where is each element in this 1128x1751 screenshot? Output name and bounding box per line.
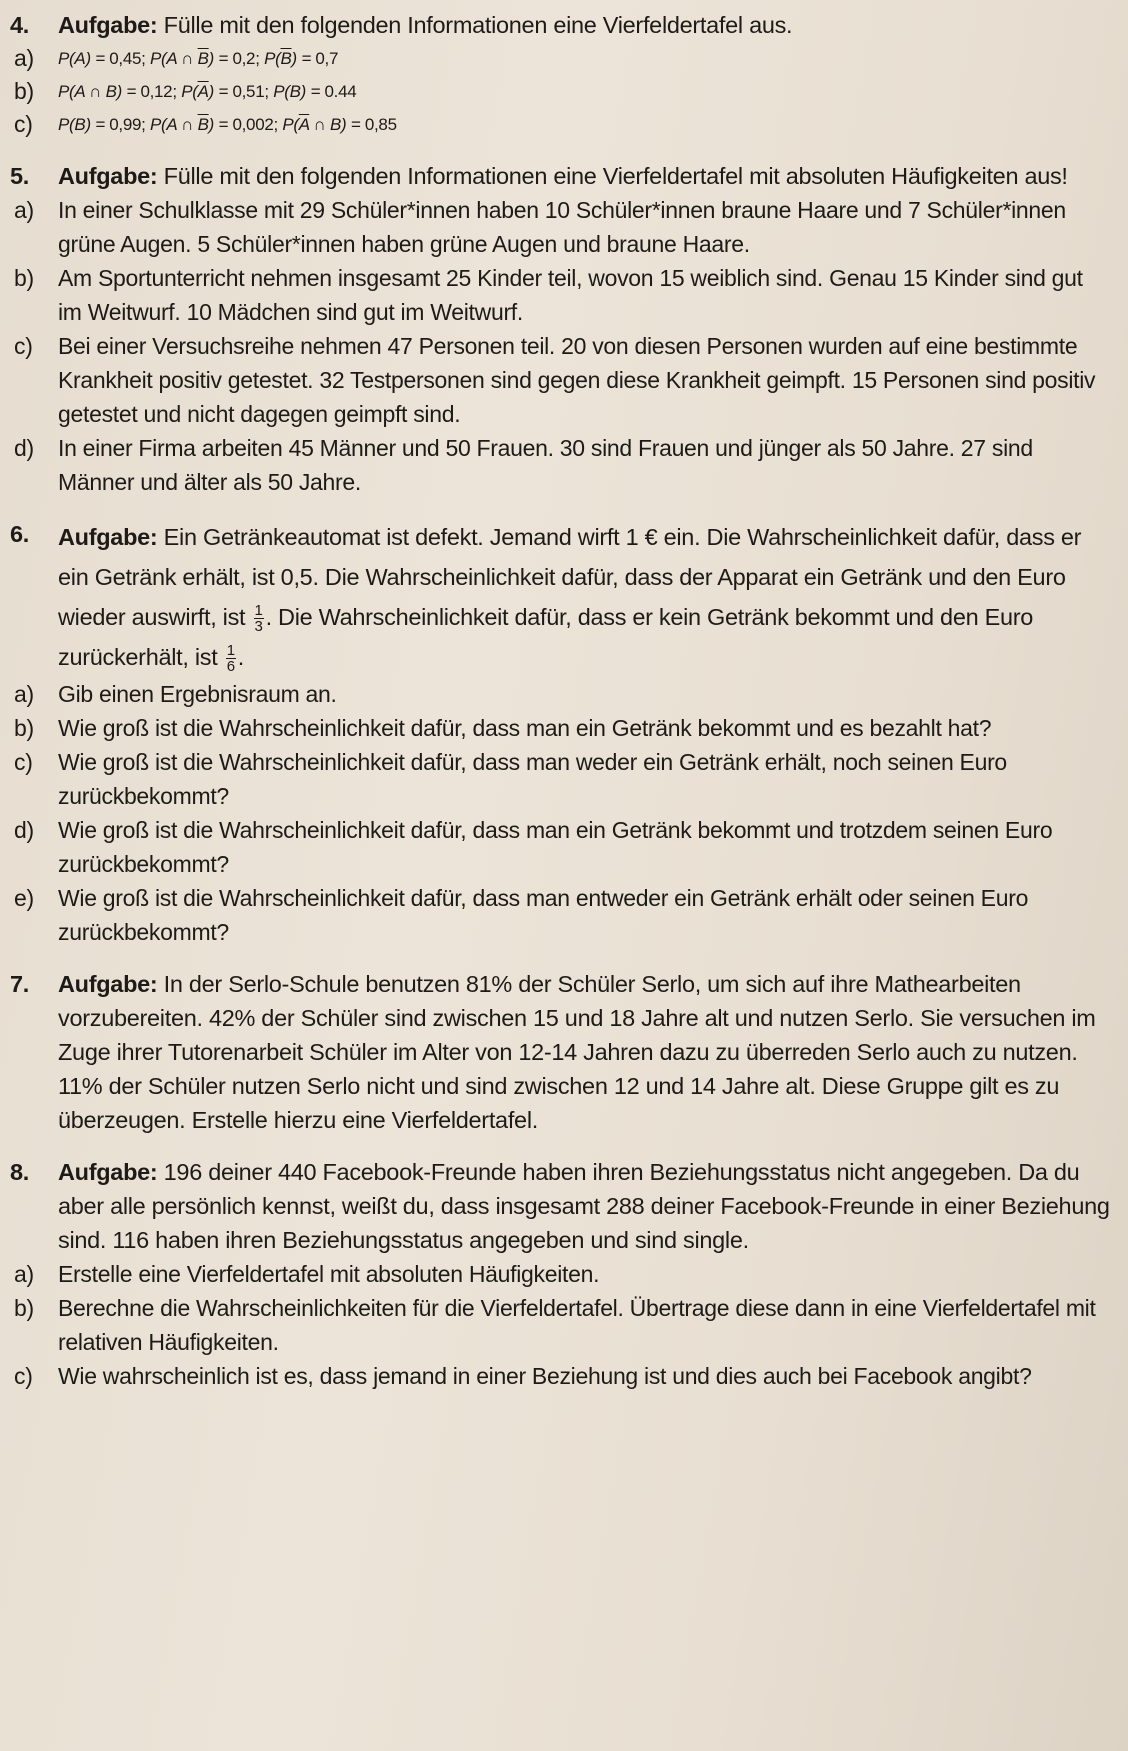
- subtask-a: a) P(A) = 0,45; P(A ∩ $\overline{B}) = 0,2$; $P(\overline{B}) = 0,7$: [14, 42, 1114, 75]
- subtask-label: a): [14, 197, 34, 223]
- subtask-item: [14, 1359, 1114, 1393]
- subtask-label: a): [14, 681, 34, 707]
- subtask-label: b): [14, 1295, 34, 1321]
- formula: P(A ∩ B) = 0,12; $P(\overline{A}) = 0,51$; P(B) = 0.44: [58, 82, 357, 101]
- subtask-text: In einer Schulklasse mit 29 Schüler*innen haben 10 Schüler*innen braune Haare und 7 Schüler*innen grüne Augen. 5 Schüler*innen haben grüne Augen und braune Haare.: [58, 197, 1066, 257]
- subtask-label: b): [14, 715, 34, 741]
- subtask-item: [14, 329, 1114, 431]
- subtask-text: Berechne die Wahrscheinlichkeiten für die Vierfeldertafel. Übertrage diese dann in eine Vierfeldertafel mit relativen Häufigkeiten.: [58, 1295, 1096, 1355]
- fraction-one-third: $\frac{1}{3}$: [254, 602, 263, 636]
- subtask-text: Wie groß ist die Wahrscheinlichkeit dafür, dass man weder ein Getränk erhält, noch seinen Euro zurückbekommt?: [58, 749, 1007, 809]
- subtask-item: [14, 881, 1114, 949]
- task-number: 6.: [10, 521, 29, 547]
- subtask-item: [14, 677, 1114, 711]
- task-label: Aufgabe:: [58, 12, 158, 38]
- subtask-item: [14, 813, 1114, 881]
- subtask-item: [14, 261, 1114, 329]
- task-label: Aufgabe:: [58, 524, 158, 550]
- subtask-text: Gib einen Ergebnisraum an.: [58, 681, 337, 707]
- subtask-label: b): [14, 265, 34, 291]
- task-text: Fülle mit den folgenden Informationen eine Vierfeldertafel aus.: [157, 12, 793, 38]
- subtask-label: d): [14, 435, 34, 461]
- subtask-text: In einer Firma arbeiten 45 Männer und 50 Frauen. 30 sind Frauen und jünger als 50 Jahre. 27 sind Männer und älter als 50 Jahre.: [58, 435, 1033, 495]
- subtask-item: [14, 711, 1114, 745]
- formula: P(B) = 0,99; P(A ∩ $\overline{B}) = 0,002$; $P(\overline{A}$ ∩ B) = 0,85: [58, 115, 397, 134]
- subtask-text: Am Sportunterricht nehmen insgesamt 25 Kinder teil, wovon 15 weiblich sind. Genau 15 Kinder sind gut im Weitwurf. 10 Mädchen sind gut im Weitwurf.: [58, 265, 1083, 325]
- subtask-text: Wie groß ist die Wahrscheinlichkeit dafür, dass man ein Getränk bekommt und es bezahlt hat?: [58, 715, 992, 741]
- subtask-label: c): [14, 1363, 33, 1389]
- subtask-item: [14, 745, 1114, 813]
- subtask-label: c): [14, 333, 33, 359]
- task-label: Aufgabe:: [58, 163, 158, 189]
- formula: P(A) = 0,45; P(A ∩ $\overline{B}) = 0,2$; $P(\overline{B}) = 0,7$: [58, 49, 339, 68]
- subtask-text: Bei einer Versuchsreihe nehmen 47 Personen teil. 20 von diesen Personen wurden auf eine bestimmte Krankheit positiv getestet. 32 Testpersonen sind gegen diese Krankheit geimpft. 15 Personen sind positiv getestet und nicht dagegen geimpft sind.: [58, 333, 1096, 427]
- task-text: 196 deiner 440 Facebook-Freunde haben ihren Beziehungsstatus nicht angegeben. Da du aber alle persönlich kennst, weißt du, dass insgesamt 288 deiner Facebook-Freunde in einer Beziehung sind. 116 haben ihren Beziehungsstatus angegeben und sind single.: [58, 1159, 1110, 1253]
- task-4: [10, 8, 1114, 141]
- task-number: 8.: [10, 1159, 29, 1185]
- subtask-item: [14, 193, 1114, 261]
- subtask-c: c) P(B) = 0,99; P(A ∩ $\overline{B}) = 0,002$; $P(\overline{A}$ ∩ B) = 0,85: [14, 108, 1114, 141]
- subtask-item: [14, 1257, 1114, 1291]
- task-text: In der Serlo-Schule benutzen 81% der Schüler Serlo, um sich auf ihre Mathearbeiten vorzubereiten. 42% der Schüler sind zwischen 15 und 18 Jahre alt und nutzen Serlo. Sie versuchen im Zuge ihrer Tutorenarbeit Schüler im Alter von 12-14 Jahren dazu zu überreden Serlo auch zu nutzen. 11% der Schüler nutzen Serlo nicht und sind zwischen 12 und 14 Jahre alt. Diese Gruppe gilt es zu überzeugen. Erstelle hierzu eine Vierfeldertafel.: [58, 971, 1096, 1133]
- task-number: 5.: [10, 163, 29, 189]
- subtask-label: d): [14, 817, 34, 843]
- subtask-item: [14, 1291, 1114, 1359]
- fraction-one-sixth: $\frac{1}{6}$: [226, 642, 235, 676]
- task-number: 7.: [10, 971, 29, 997]
- subtask-label: e): [14, 885, 34, 911]
- task-8: [10, 1155, 1114, 1393]
- task-text: Fülle mit den folgenden Informationen eine Vierfeldertafel mit absoluten Häufigkeiten aus!: [157, 163, 1068, 189]
- task-7: [10, 967, 1114, 1137]
- subtask-text: Wie groß ist die Wahrscheinlichkeit dafür, dass man entweder ein Getränk erhält oder seinen Euro zurückbekommt?: [58, 885, 1029, 945]
- task-label: Aufgabe:: [58, 971, 158, 997]
- task-number: 4.: [10, 12, 29, 38]
- task-6: 6. Aufgabe: Ein Getränkeautomat ist defekt. Jemand wirft 1 € ein. Die Wahrscheinlichkeit dafür, dass er ein Getränk erhält, ist 0,5. Die Wahrscheinlichkeit dafür, dass der Apparat ein Getränk und den Euro wieder auswirft, ist $\frac{1}{3}$ . Die Wahrscheinlichkeit dafür, dass er kein Getränk bekommt und den Euro zurückerhält, ist $\frac{1}{6}$ . a) Gib einen Ergebnisraum an. b) Wie groß ist die Wahrscheinlichkeit dafür, dass man ein Getränk bekommt und es bezahlt hat? c) Wie groß ist die Wahrscheinlichkeit dafür, dass man weder ein Getränk erhält, noch seinen Euro zurückbekommt? d) Wie groß ist die Wahrscheinlichkeit dafür, dass man ein Getränk bekommt und trotzdem seinen Euro zurückbekommt? e) Wie groß ist die Wahrscheinlichkeit dafür, dass man entweder ein Getränk erhält oder seinen Euro zurückbekommt?: [10, 517, 1114, 949]
- subtask-item: [14, 431, 1114, 499]
- subtask-text: Wie groß ist die Wahrscheinlichkeit dafür, dass man ein Getränk bekommt und trotzdem seinen Euro zurückbekommt?: [58, 817, 1053, 877]
- task-label: Aufgabe:: [58, 1159, 158, 1185]
- subtask-label: a): [14, 1261, 34, 1287]
- subtask-text: Wie wahrscheinlich ist es, dass jemand in einer Beziehung ist und dies auch bei Facebook angibt?: [58, 1363, 1032, 1389]
- subtask-text: Erstelle eine Vierfeldertafel mit absoluten Häufigkeiten.: [58, 1261, 600, 1287]
- task-5: [10, 159, 1114, 499]
- subtask-b: b) P(A ∩ B) = 0,12; $P(\overline{A}) = 0,51$; P(B) = 0.44: [14, 75, 1114, 108]
- subtask-label: c): [14, 749, 33, 775]
